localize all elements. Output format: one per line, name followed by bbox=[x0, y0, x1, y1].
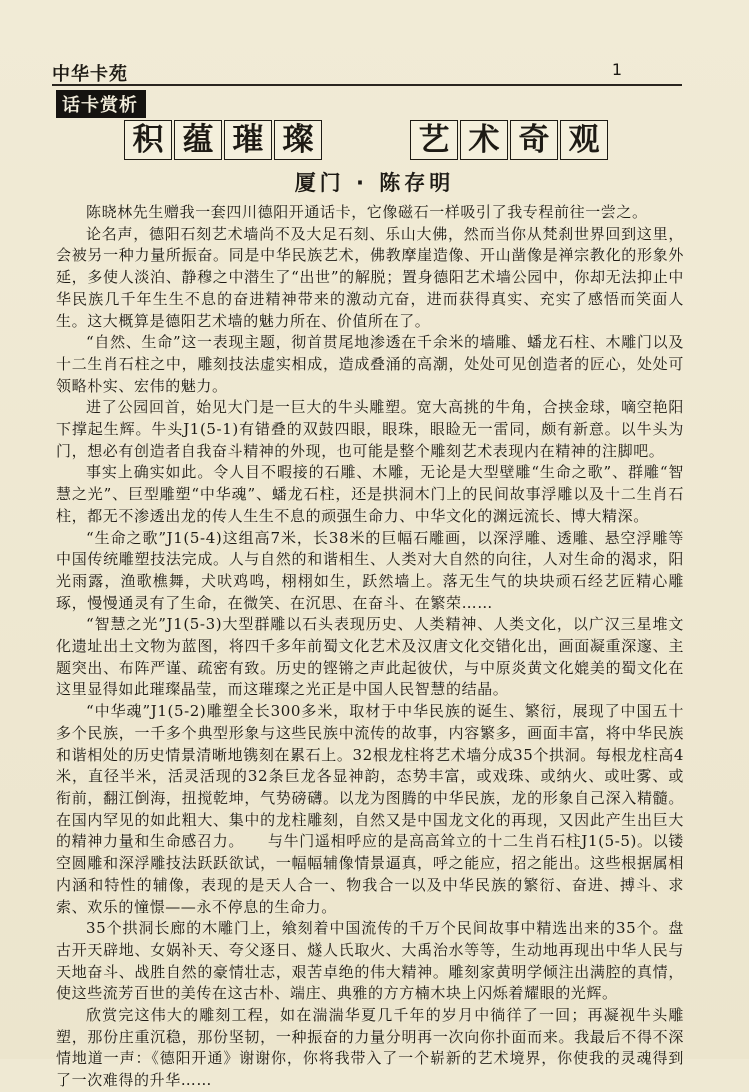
paragraph: “自然、生命”这一表现主题，彻首贯尾地渗透在千余米的墙雕、蟠龙石柱、木雕门以及十二生肖石柱之中，雕刻技法虚实相成，造成叠涌的高潮，处处可见创造者的匠心，处处可领略朴实、宏伟的魅力。 bbox=[56, 333, 684, 395]
section-label: 话卡赏析 bbox=[56, 90, 146, 118]
paragraph: 进了公园回首，始见大门是一巨大的牛头雕塑。宽大高挑的牛角，合挟金球，嘀空艳阳下撑起生辉。牛头J1(5-1)有错叠的双鼓四眼，眼珠，眼睑无一雷同，颇有新意。以牛头为门，想必有创造者自我奋斗精神的外现，也可能是整个雕刻艺术表现内在精神的注脚吧。 bbox=[56, 398, 684, 460]
paragraph: 事实上确实如此。令人目不暇接的石雕、木雕，无论是大型壁雕“生命之歌”、群雕“智慧之光”、巨型雕塑“中华魂”、蟠龙石柱，还是拱洞木门上的民间故事浮雕以及十二生肖石柱，都无不渗透出龙的传人生生不息的顽强生命力、中华文化的渊远流长、博大精深。 bbox=[56, 463, 684, 525]
page-number: 1 bbox=[611, 60, 622, 79]
masthead bbox=[52, 58, 682, 86]
headline-char: 奇 bbox=[510, 120, 558, 160]
headline-char: 蕴 bbox=[174, 120, 222, 160]
paragraph: 陈晓林先生赠我一套四川德阳开通话卡，它像磁石一样吸引了我专程前往一尝之。 bbox=[86, 203, 648, 221]
headline-char: 璀 bbox=[224, 120, 272, 160]
headline-part-1 bbox=[124, 120, 324, 160]
headline-char: 艺 bbox=[410, 120, 458, 160]
headline-char: 积 bbox=[124, 120, 172, 160]
paragraph: 35个拱洞长廊的木雕门上，飨刻着中国流传的千万个民间故事中精选出来的35个。盘古开天辟地、女娲补天、夸父逐日、燧人氏取火、大禹治水等等，生动地再现出中华人民与天地奋斗、战胜自然的豪情壮志，艰苦卓绝的伟大精神。雕刻家黄明学倾注出满腔的真情，使这些流芳百世的美传在这古朴、端庄、典雅的方方楠木块上闪烁着耀眼的光辉。 bbox=[56, 919, 684, 1003]
headline-part-2 bbox=[410, 120, 610, 160]
headline-char: 璨 bbox=[274, 120, 322, 160]
paragraph: “中华魂”J1(5-2)雕塑全长300多米，取材于中华民族的诞生、繁衍，展现了中国五十多个民族，一千多个典型形象与这些民族中流传的故事，内容繁多，画面丰富，将中华民族和谐相处的历史情景清晰地镌刻在累石上。32根龙柱将艺术墙分成35个拱洞。每根龙柱高4米，直径半米，活灵活现的32条巨龙各显神韵，态势丰富，或戏珠、或纳火、或吐雾、或衔前，翻江倒海，扭搅乾坤，气势磅礴。以龙为图腾的中华民族，龙的形象自己深入精髓。在国内罕见的如此粗大、集中的龙柱雕刻，自然又是中国龙文化的再现，又因此产生出巨大的精神力量和生命感召力。 与牛门遥相呼应的是高高耸立的十二生肖石柱J1(5-5)。以镂空圆雕和深浮雕技法跃跃欲试，一幅幅辅像情景逼真，呼之能应，招之能出。这些根据属相内涵和特性的辅像，表现的是天人合一、物我合一以及中华民族的繁衍、奋进、搏斗、求索、欢乐的憧憬——永不停息的生命力。 bbox=[56, 702, 684, 916]
magazine-title: 中华卡苑 bbox=[52, 64, 128, 85]
headline-char: 术 bbox=[460, 120, 508, 160]
headline-char: 观 bbox=[560, 120, 608, 160]
byline: 厦门 · 陈存明 bbox=[294, 171, 455, 195]
paragraph: 论名声，德阳石刻艺术墙尚不及大足石刻、乐山大佛，然而当你从梵刹世界回到这里，会被另一种力量所振奋。同是中华民族艺术，佛教摩崖造像、开山凿像是禅宗教化的形象外延，多使人淡泊、静穆之中潜生了“出世”的解脱；置身德阳艺术墙公园中，你却无法抑止中华民族几千年生生不息的奋进精神带来的激动亢奋，进而获得真实、充实了感悟而笑面人生。这大概算是德阳艺术墙的魅力所在、价值所在了。 bbox=[56, 224, 684, 330]
paragraph: “智慧之光”J1(5-3)大型群雕以石头表现历史、人类精神、人类文化，以广汉三星堆文化遗址出土文物为蓝图，将四千多年前蜀文化艺术及汉唐文化交错化出，画面凝重深邃、主题突出、布阵严谨、疏密有致。历史的铿锵之声此起彼伏，与中原炎黄文化媲美的蜀文化在这里显得如此璀璨晶莹，而这璀璨之光正是中国人民智慧的结晶。 bbox=[56, 615, 684, 699]
article-body bbox=[56, 202, 684, 1092]
paragraph: 欣赏完这伟大的雕刻工程，如在湍湍华夏几千年的岁月中徜徉了一回；再凝视牛头雕塑，那份庄重沉稳，那份坚韧，一种振奋的力量分明再一次向你扑面而来。我最后不得不深情地道一声：《德阳开通》谢谢你，你将我带入了一个崭新的艺术境界，你使我的灵魂得到了一次难得的升华…… bbox=[56, 1006, 684, 1090]
paragraph: “生命之歌”J1(5-4)这组高7米，长38米的巨幅石雕画，以深浮雕、透雕、悬空浮雕等中国传统雕塑技法完成。人与自然的和谐相生、人类对大自然的向往，人对生命的渴求，阳光雨露，渔歌樵舞，犬吠鸡鸣，栩栩如生，跃然墙上。落无生气的块块顽石经艺匠精心雕琢，慢慢通灵有了生命，在微笑、在沉思、在奋斗、在繁荣…… bbox=[56, 528, 684, 612]
